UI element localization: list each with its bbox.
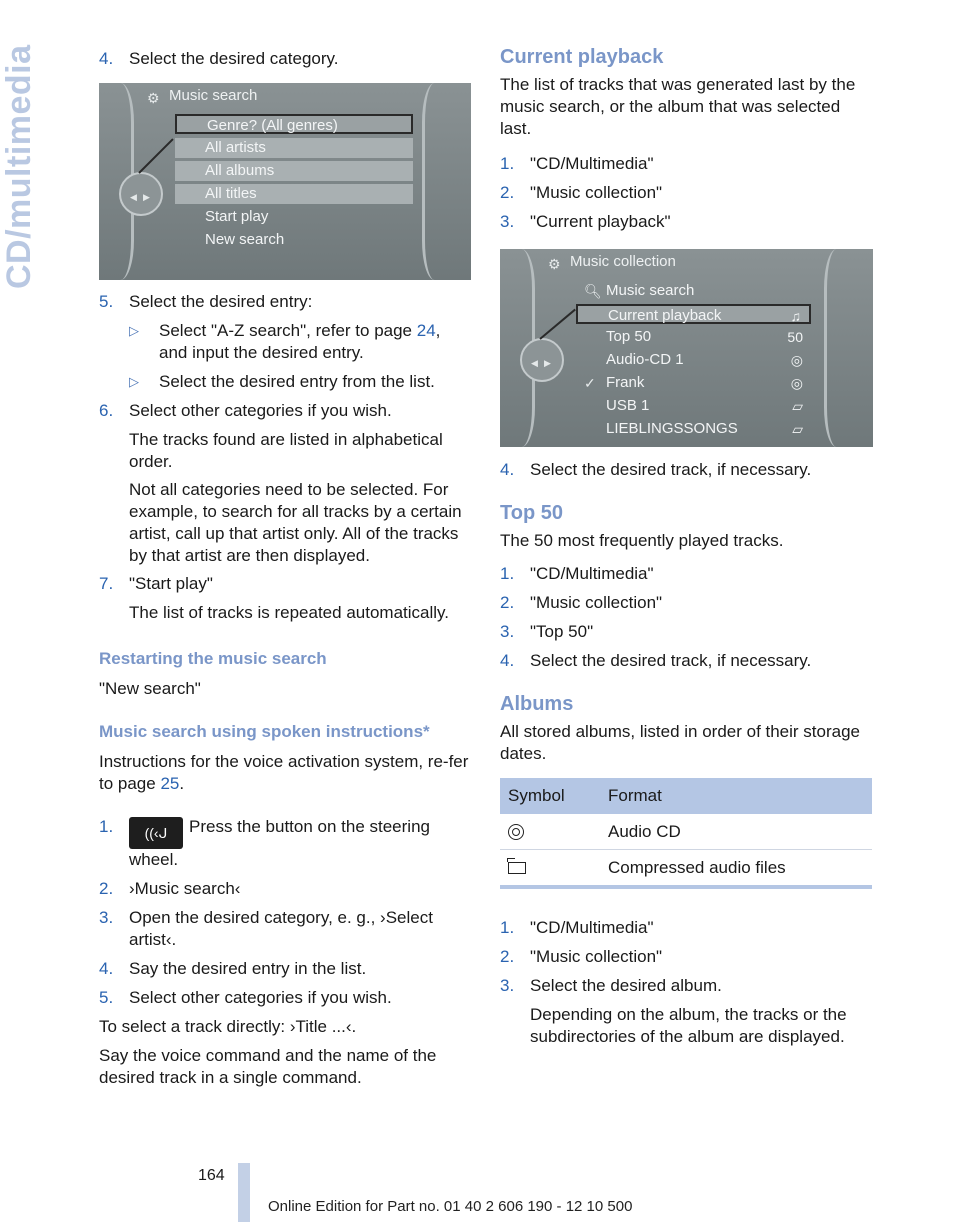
heading-voice: Music search using spoken instructions* — [99, 722, 430, 741]
table-header: Symbol Format — [500, 778, 872, 814]
menu-row: All artists — [175, 138, 413, 158]
top50-step: 2. "Music collection" — [500, 593, 663, 612]
menu-row: ✓ Frank ◎ — [584, 374, 803, 391]
cd-icon: ◎ — [790, 375, 803, 391]
folder-icon — [508, 862, 526, 874]
bullet-select-from-list: ▷ Select the desired entry from the list. — [129, 372, 435, 391]
table-row: Compressed audio files — [500, 850, 872, 888]
cd-icon — [508, 824, 524, 840]
controller-knob — [119, 172, 163, 216]
current-step: 4. Select the desired track, if necessary. — [500, 460, 812, 479]
menu-row: Audio-CD 1 ◎ — [606, 351, 803, 368]
top50-icon: 50 — [787, 329, 803, 345]
voice-intro: Instructions for the voice activation system, re-fer to page 25. — [99, 752, 469, 793]
left-column-body: 5. Select the desired entry: ▷ Select "A-Z search", refer to page 24, and input the desired entry. ▷ Select the desired entry from the list. 6. Select other categories if you wish. The tracks found are listed in alphabetical order. Not all categories need to be selected. For example, to search for all tracks by a certain artist, call up that artist only. All of the tracks by that artist are then displayed. 7. "Start play" The list of tracks is repeated automatically. Restarting the music search "New search" Music search using spoken instructions* Instructions for the voice activation system, re-fer to page 25. 1. ((‹ᒍ Press the button on the steering wheel. 2. ›Music search‹ 3. Open the desired category, e. g., ›Select artist‹. 4. Say the desired entry in the list. 5. Select other categories if you wish. To select a track directly: ›Title ...‹. Say the voice command and the name of the desired track in a single command. — [99, 291, 473, 1096]
voice-step: 3. Open the desired category, e. g., ›Select artist‹. — [99, 908, 433, 949]
menu-row: Genre? (All genres) — [175, 114, 413, 134]
settings-icon: ⚙ — [147, 90, 160, 106]
menu-row: 🔍︎ Music search — [584, 282, 695, 299]
arrow-right-icon: ▶ — [143, 192, 150, 202]
menu-row: All titles — [175, 184, 413, 204]
playlist-icon: ♫ — [790, 308, 801, 324]
right-column-body: 4. Select the desired track, if necessary. Top 50 The 50 most frequently played tracks. 1. "CD/Multimedia" 2. "Music collection" 3. "Top 50" 4. Select the desired track, if necessary. Albums All stored albums, listed in order of their storage dates. Symbol Format Audio CD Compressed audio files 1. "CD/Multimedia" 2. "Music collection" 3. Select the desired album. Depending on the album, the tracks or the subdirectories of the album are displayed. — [500, 459, 873, 1054]
menu-row: Top 50 50 — [606, 328, 803, 345]
screen-title: Music search — [169, 87, 258, 104]
menu-row: All albums — [175, 161, 413, 181]
step-other-categories: 6. Select other categories if you wish. — [99, 401, 392, 420]
arrow-left-icon: ◀ — [531, 358, 538, 368]
symbol-format-table — [500, 778, 872, 889]
page-link-25[interactable]: 25 — [160, 774, 180, 793]
menu-row: USB 1 ▱ — [606, 397, 803, 414]
voice-step: 4. Say the desired entry in the list. — [99, 959, 367, 978]
settings-icon: ⚙ — [548, 256, 561, 272]
step-start-play: 7. "Start play" — [99, 574, 213, 593]
step-select-entry: 5. Select the desired entry: — [99, 292, 313, 311]
albums-step: 1. "CD/Multimedia" — [500, 918, 654, 937]
page-number: 164 — [198, 1167, 225, 1184]
albums-step: 2. "Music collection" — [500, 947, 663, 966]
menu-row: New search — [205, 231, 285, 248]
heading-restart: Restarting the music search — [99, 649, 327, 668]
right-column-top: Current playback The list of tracks that was generated last by the music search, or the album that was selected last. 1. "CD/Multimedia" 2. "Music collection" 3. "Current playback" — [500, 46, 873, 240]
folder-icon: ▱ — [792, 421, 803, 437]
music-search-screenshot — [99, 83, 471, 280]
cd-icon: ◎ — [790, 352, 803, 368]
heading-current-playback: Current playback — [500, 46, 664, 68]
voice-command-button-icon: ((‹ᒍ — [129, 817, 183, 849]
menu-row: Current playback ♫ — [576, 304, 811, 324]
page-link-24[interactable]: 24 — [416, 321, 436, 340]
albums-step: 3. Select the desired album. — [500, 976, 722, 995]
top50-step: 4. Select the desired track, if necessary. — [500, 651, 812, 670]
screen-title: Music collection — [570, 253, 676, 270]
arrow-left-icon: ◀ — [130, 192, 137, 202]
voice-step: 1. ((‹ᒍ Press the button on the steering wheel. — [99, 817, 430, 869]
voice-step: 5. Select other categories if you wish. — [99, 988, 392, 1007]
menu-row: LIEBLINGSSONGS ▱ — [606, 420, 803, 437]
top50-step: 3. "Top 50" — [500, 622, 594, 641]
footer-bar — [238, 1163, 250, 1222]
menu-row: Start play — [205, 208, 269, 225]
left-column — [99, 48, 471, 77]
checkmark-icon: ✓ — [584, 375, 596, 391]
controller-knob — [520, 338, 564, 382]
current-step: 2. "Music collection" — [500, 183, 663, 202]
bullet-az-search: ▷ Select "A-Z search", refer to page 24, and input the desired entry. — [129, 321, 441, 362]
heading-top50: Top 50 — [500, 502, 563, 524]
music-collection-screenshot — [500, 249, 873, 447]
folder-icon: ▱ — [792, 398, 803, 414]
chapter-title: CD/multimedia — [0, 44, 38, 289]
table-row: Audio CD — [500, 814, 872, 850]
triangle-bullet-icon: ▷ — [129, 323, 139, 338]
current-step: 1. "CD/Multimedia" — [500, 154, 654, 173]
top50-step: 1. "CD/Multimedia" — [500, 564, 654, 583]
triangle-bullet-icon: ▷ — [129, 374, 139, 389]
arrow-right-icon: ▶ — [544, 358, 551, 368]
voice-step: 2. ›Music search‹ — [99, 879, 241, 898]
footer-edition: Online Edition for Part no. 01 40 2 606 190 - 12 10 500 — [268, 1198, 633, 1215]
step-select-category: 4. Select the desired category. — [99, 49, 339, 68]
current-step: 3. "Current playback" — [500, 212, 671, 231]
search-icon: 🔍︎ — [584, 283, 602, 299]
heading-albums: Albums — [500, 693, 574, 715]
